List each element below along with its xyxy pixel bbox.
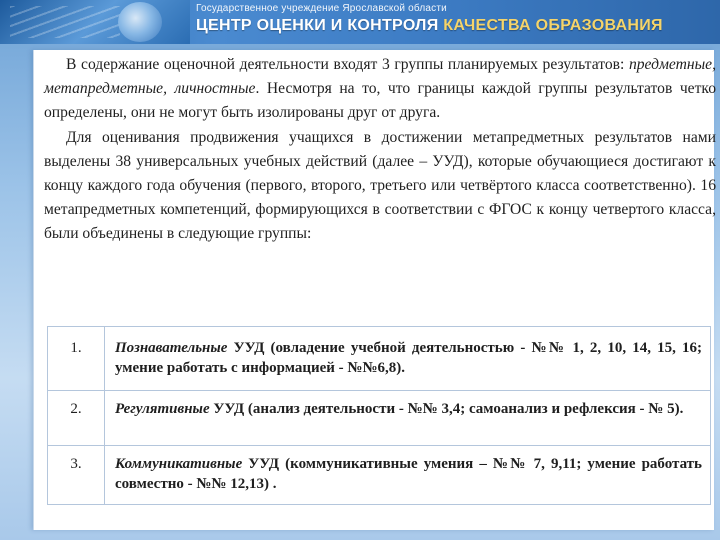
uud-groups-table: [47, 326, 711, 505]
globe-icon: [118, 2, 162, 42]
paragraph-1-lead: В содержание оценочной деятельности входят 3 группы планируемых результатов:: [66, 56, 629, 73]
group-name: Познавательные: [115, 340, 228, 356]
paragraph-1: [44, 53, 716, 126]
table-row: [48, 327, 711, 391]
paragraph-2: Для оценивания продвижения учащихся в достижении метапредметных результатов нами выделены 38 универсальных учебных действий (далее – УУД), которые обучающиеся достигают к концу каждого года обучения (первого, второго, третьего или четвёртого класса соответственно). 16 метапредметных компетенций, формирующихся в соответствии с ФГОС к концу четвертого класса, были объединены в следующие группы:: [44, 128, 716, 243]
organization-title: [196, 17, 663, 35]
table-row: [48, 391, 711, 446]
body-text: [34, 50, 716, 247]
banner-graphic: [0, 0, 190, 44]
group-details: УУД (анализ деятельности - №№ 3,4; самоанализ и рефлексия - № 5).: [209, 401, 684, 417]
paragraph-1-italic: предметные, метапредметные, личностные: [44, 56, 716, 98]
organization-title-part1: ЦЕНТР ОЦЕНКИ И КОНТРОЛЯ: [196, 17, 444, 34]
content-panel: [33, 50, 717, 530]
group-name: Коммуникативные: [115, 456, 243, 472]
row-number: 1.: [48, 327, 105, 391]
organization-subtitle: Государственное учреждение Ярославской области: [196, 3, 447, 14]
banner-decoration: [10, 6, 120, 38]
row-number: 2.: [48, 391, 105, 446]
header-banner: [0, 0, 720, 44]
row-number: 3.: [48, 446, 105, 505]
group-details: УУД (овладение учебной деятельностью - №№ 1, 2, 10, 14, 15, 16; умение работать с информацией - №№6,8).: [115, 340, 702, 376]
row-description: [105, 391, 711, 446]
row-description: [105, 327, 711, 391]
row-description: [105, 446, 711, 505]
table-row: [48, 446, 711, 505]
group-name: Регулятивные: [115, 401, 210, 417]
organization-title-part2: КАЧЕСТВА ОБРАЗОВАНИЯ: [443, 17, 663, 34]
group-details: УУД (коммуникативные умения – №№ 7, 9,11; умение работать совместно - №№ 12,13) .: [115, 456, 702, 492]
paragraph-1-tail: . Несмотря на то, что границы каждой группы результатов четко определены, они не могут быть изолированы друг от друга.: [44, 80, 717, 122]
